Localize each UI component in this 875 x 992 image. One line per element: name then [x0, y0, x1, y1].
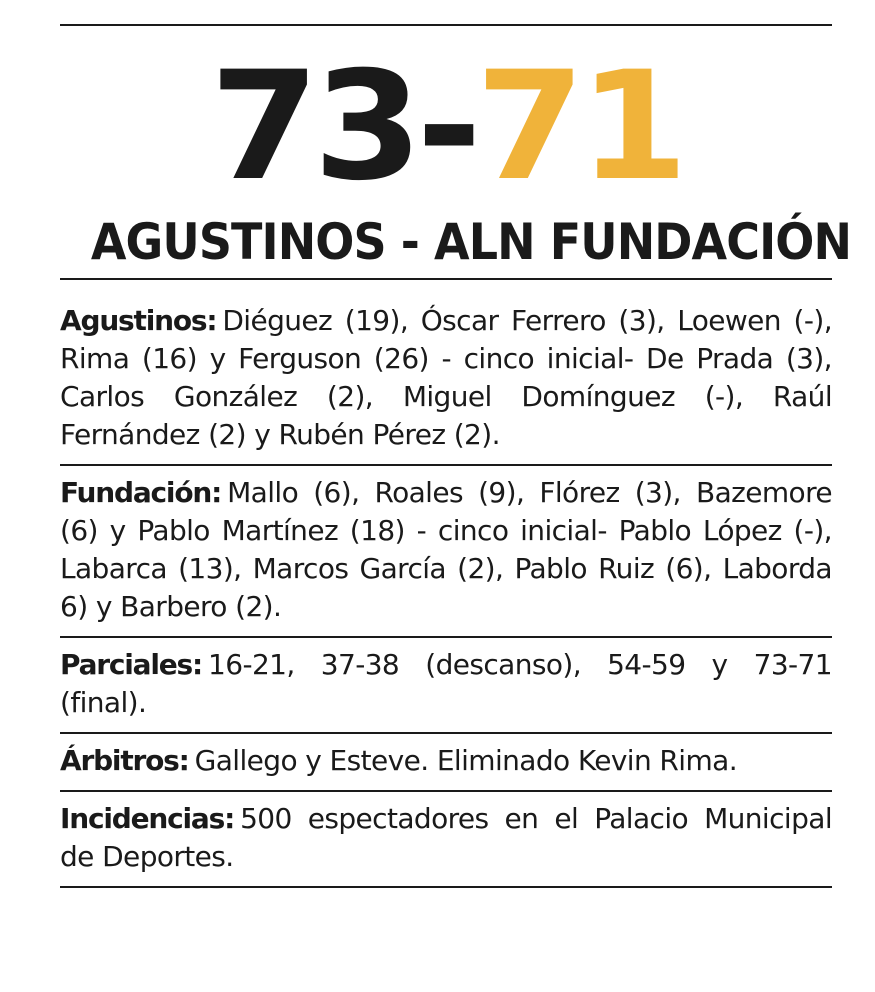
match-summary-card — [60, 24, 852, 888]
section-agustinos — [60, 294, 832, 466]
section-parciales — [60, 638, 832, 734]
section-label: Incidencias: — [60, 802, 235, 835]
section-label: Parciales: — [60, 648, 203, 681]
section-label: Árbitros: — [60, 744, 189, 777]
heading-divider — [60, 278, 832, 280]
section-label: Agustinos: — [60, 304, 217, 337]
section-text: Mallo (6), Roales (9), Flórez (3), Bazemore (6) y Pablo Martínez (18) - cinco inicial- Pablo López (-), Labarca (13), Marcos García (2), Pablo Ruiz (6), Laborda 6) y Barbero (2). — [60, 476, 832, 623]
top-divider — [60, 24, 832, 26]
home-score: 73 — [209, 40, 417, 214]
section-text: 16-21, 37-38 (descanso), 54-59 y 73-71 (final). — [60, 648, 832, 719]
section-fundacion — [60, 466, 832, 638]
section-text: Diéguez (19), Óscar Ferrero (3), Loewen (-), Rima (16) y Ferguson (26) - cinco inicial- De Prada (3), Carlos González (2), Miguel Domínguez (-), Raúl Fernández (2) y Rubén Pérez (2). — [60, 304, 832, 451]
teams-heading: AGUSTINOS - ALN FUNDACIÓN — [90, 213, 852, 271]
score-separator: - — [416, 40, 476, 214]
section-incidencias — [60, 792, 832, 888]
section-text: 500 espectadores en el Palacio Municipal de Deportes. — [60, 802, 832, 873]
away-score: 71 — [475, 40, 683, 214]
final-score — [41, 40, 852, 214]
section-label: Fundación: — [60, 476, 222, 509]
section-text: Gallego y Esteve. Eliminado Kevin Rima. — [194, 744, 737, 777]
section-arbitros — [60, 734, 832, 792]
